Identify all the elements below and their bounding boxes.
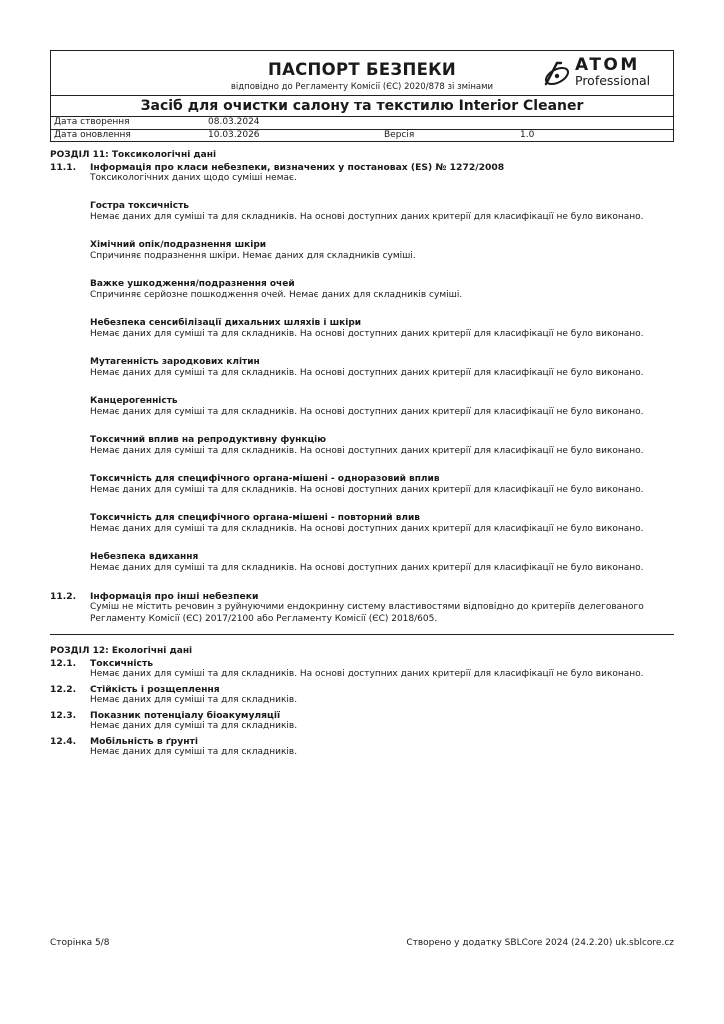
block-title: Небезпека вдихання: [90, 551, 199, 562]
section-divider: [50, 634, 674, 635]
paragraph: Немає даних для суміші та для складників. На основі доступних даних критерії для класифікації не було виконано.: [90, 669, 644, 679]
paragraph: Суміш не містить речовин з руйнуючими ендокринну систему властивостями відповідно до критеріїв делегованого Регламенту Комісії (ЄС) 2017/2100 або Регламенту Комісії (ЄС) 2018/605.: [90, 602, 644, 624]
atom-professional-logo: [543, 56, 671, 90]
block-text: Немає даних для суміші та для складників. На основі доступних даних критерії для класифікації не було виконано.: [90, 446, 644, 456]
block-text: Немає даних для суміші та для складників. На основі доступних даних критерії для класифікації не було виконано.: [90, 368, 644, 378]
block-title: Канцерогенність: [90, 395, 178, 406]
updated-label: Дата оновлення: [54, 129, 131, 140]
block-title: Токсичність для специфічного органа-мішені - повторний влив: [90, 512, 420, 523]
block-title: Небезпека сенсибілізації дихальних шляхів і шкіри: [90, 317, 362, 328]
block-title: Токсичність для специфічного органа-мішені - одноразовий вплив: [90, 473, 440, 484]
subsection-12-1: [50, 658, 674, 670]
document-header: [50, 50, 674, 142]
subsection-12-2: [50, 684, 674, 696]
block-title: Гостра токсичність: [90, 200, 189, 211]
version-value: 1.0: [520, 129, 535, 140]
subsection-12-3: [50, 710, 674, 722]
created-value: 08.03.2024: [208, 117, 260, 127]
subsection-label: Мобільність в ґрунті: [90, 735, 199, 747]
subsection-label: Інформація про класи небезпеки, визначених у постановах (ES) № 1272/2008: [90, 161, 505, 173]
subsection-number: 11.1.: [50, 161, 77, 173]
created-row: [51, 117, 673, 129]
version-label: Версія: [384, 129, 415, 140]
block-text: Спричиняє подразнення шкіри. Немає даних для складників суміші.: [90, 251, 416, 261]
atom-logo-icon: [543, 60, 573, 88]
created-label: Дата створення: [54, 117, 130, 127]
title-row: [51, 51, 673, 96]
product-name: Засіб для очистки салону та текстилю Interior Cleaner: [51, 96, 673, 117]
block-text: Спричиняє серйозне пошкодження очей. Немає даних для складників суміші.: [90, 290, 463, 300]
subsection-12-4: [50, 736, 674, 748]
block-text: Немає даних для суміші та для складників. На основі доступних даних критерії для класифікації не було виконано.: [90, 485, 644, 495]
subsection-number: 12.3.: [50, 709, 77, 721]
section-12-title: РОЗДІЛ 12: Екологічні дані: [50, 646, 193, 656]
subsection-number: 12.4.: [50, 735, 77, 747]
page-number: Сторінка 5/8: [50, 938, 110, 948]
document-body: [50, 150, 674, 759]
block-text: Немає даних для суміші та для складників. На основі доступних даних критерії для класифікації не було виконано.: [90, 524, 644, 534]
block-text: Немає даних для суміші та для складників. На основі доступних даних критерії для класифікації не було виконано.: [90, 407, 644, 417]
block-text: Немає даних для суміші та для складників. На основі доступних даних критерії для класифікації не було виконано.: [90, 212, 644, 222]
block-title: Токсичний вплив на репродуктивну функцію: [90, 434, 326, 445]
subsection-label: Інформація про інші небезпеки: [90, 590, 259, 602]
section-11-title: РОЗДІЛ 11: Токсикологічні дані: [50, 150, 217, 160]
subsection-label: Стійкість і розщеплення: [90, 683, 220, 695]
page: [50, 50, 674, 759]
logo-subtitle: Professional: [575, 73, 651, 88]
subsection-number: 12.2.: [50, 683, 77, 695]
subsection-11-1: [50, 162, 674, 174]
subsection-label: Показник потенціалу біоакумуляції: [90, 709, 281, 721]
paragraph: Немає даних для суміші та для складників.: [90, 695, 298, 705]
subsection-number: 12.1.: [50, 657, 77, 669]
document-title: ПАСПОРТ БЕЗПЕКИ: [267, 60, 457, 79]
document-subtitle: відповідно до Регламенту Комісії (ЄС) 2020/878 зі змінами: [230, 82, 494, 92]
paragraph: Токсикологічних даних щодо суміші немає.: [90, 173, 297, 183]
block-title: Мутагенність зародкових клітин: [90, 356, 260, 367]
subsection-label: Токсичність: [90, 657, 154, 669]
updated-row: [51, 129, 673, 142]
subsection-number: 11.2.: [50, 590, 77, 602]
block-title: Хімічний опік/подразнення шкіри: [90, 239, 267, 250]
paragraph: Немає даних для суміші та для складників.: [90, 747, 298, 757]
logo-word: ATOM: [575, 55, 640, 75]
updated-value: 10.03.2026: [208, 129, 260, 140]
subsection-11-2: [50, 591, 674, 603]
generator-note: Створено у додатку SBLCore 2024 (24.2.20) uk.sblcore.cz: [406, 938, 674, 948]
paragraph: Немає даних для суміші та для складників.: [90, 721, 298, 731]
block-title: Важке ушкодження/подразнення очей: [90, 278, 295, 289]
block-text: Немає даних для суміші та для складників. На основі доступних даних критерії для класифікації не було виконано.: [90, 563, 644, 573]
block-text: Немає даних для суміші та для складників. На основі доступних даних критерії для класифікації не було виконано.: [90, 329, 644, 339]
